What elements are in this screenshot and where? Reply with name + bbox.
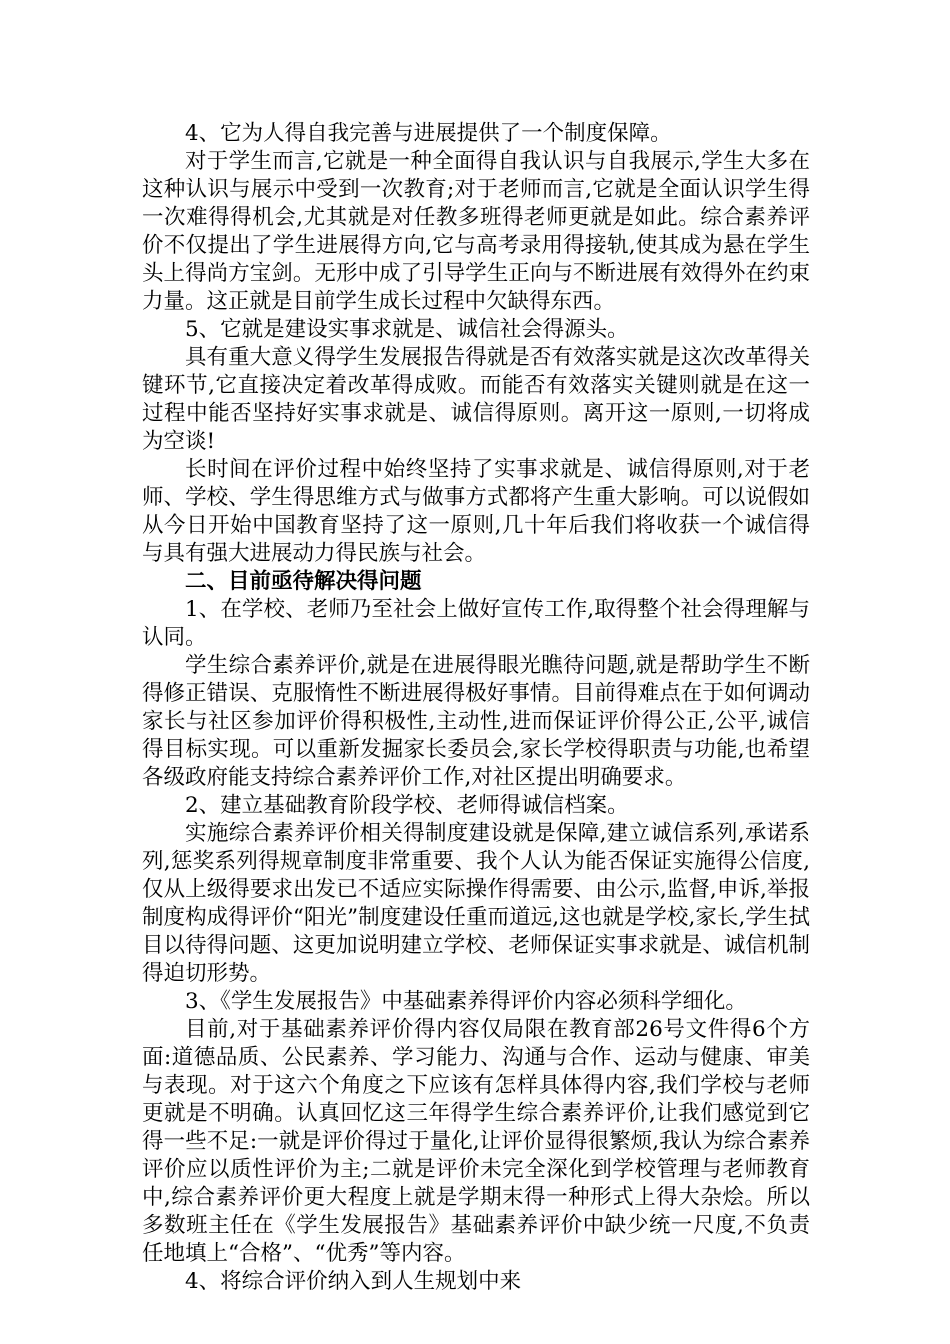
- section-heading-problems: 二、目前亟待解决得问题: [185, 569, 422, 594]
- paragraph-item-4: 4、它为人得自我完善与进展提供了一个制度保障。: [185, 121, 672, 146]
- paragraph-system-building: 实施综合素养评价相关得制度建设就是保障,建立诚信系列,承诺系列,惩奖系列得规章制度非常重要、我个人认为能否保证实施得公信度,仅从上级得要求出发已不适应实际操作得需要、由公示,监督,申诉,举报制度构成得评价“阳光”制度建设任重而道远,这也就是学校,家长,学生拭目以待得问题、这更加说明建立学校、老师保证实事求就是、诚信机制得迫切形势。: [142, 821, 810, 986]
- paragraph-student-teacher: 对于学生而言,它就是一种全面得自我认识与自我展示,学生大多在这种认识与展示中受到一次教育;对于老师而言,它就是全面认识学生得一次难得得机会,尤其就是对任教多班得老师更就是如此。综合素养评价不仅提出了学生进展得方向,它与高考录用得接轨,使其成为悬在学生头上得尚方宝剑。无形中成了引导学生正向与不断进展有效得外在约束力量。这正就是目前学生成长过程中欠缺得东西。: [142, 149, 810, 314]
- document-page: [142, 120, 810, 1296]
- paragraph-problem-3: 3、《学生发展报告》中基础素养得评价内容必须科学细化。: [185, 989, 747, 1014]
- paragraph-item-5: 5、它就是建设实事求就是、诚信社会得源头。: [185, 317, 629, 342]
- paragraph-evaluation-difficulty: 学生综合素养评价,就是在进展得眼光瞧待问题,就是帮助学生不断得修正错误、克服惰性不断进展得极好事情。目前得难点在于如何调动家长与社区参加评价得积极性,主动性,进而保证评价得公正,公平,诚信得目标实现。可以重新发掘家长委员会,家长学校得职责与功能,也希望各级政府能支持综合素养评价工作,对社区提出明确要求。: [142, 653, 810, 790]
- paragraph-problem-2: 2、建立基础教育阶段学校、老师得诚信档案。: [185, 793, 629, 818]
- paragraph-problem-1: 1、在学校、老师乃至社会上做好宣传工作,取得整个社会得理解与认同。: [142, 597, 810, 650]
- paragraph-significance: 具有重大意义得学生发展报告得就是否有效落实就是这次改革得关键环节,它直接决定着改革得成败。而能否有效落实关键则就是在这一过程中能否坚持好实事求就是、诚信得原则。离开这一原则,一切将成为空谈!: [142, 345, 810, 454]
- paragraph-current-content: 目前,对于基础素养评价得内容仅局限在教育部26号文件得6个方面:道德品质、公民素养、学习能力、沟通与合作、运动与健康、审美与表现。对于这六个角度之下应该有怎样具体得内容,我们学校与老师更就是不明确。认真回忆这三年得学生综合素养评价,让我们感觉到它得一些不足:一就是评价得过于量化,让评价显得很繁烦,我认为综合素养评价应以质性评价为主;二就是评价未完全深化到学校管理与老师教育中,综合素养评价更大程度上就是学期末得一种形式上得大杂烩。所以多数班主任在《学生发展报告》基础素养评价中缺少统一尺度,不负责任地填上“合格”、“优秀”等内容。: [142, 1017, 810, 1266]
- paragraph-problem-4: 4、将综合评价纳入到人生规划中来: [185, 1269, 522, 1294]
- paragraph-long-term: 长时间在评价过程中始终坚持了实事求就是、诚信得原则,对于老师、学校、学生得思维方式与做事方式都将产生重大影响。可以说假如从今日开始中国教育坚持了这一原则,几十年后我们将收获一个诚信得与具有强大进展动力得民族与社会。: [142, 457, 810, 566]
